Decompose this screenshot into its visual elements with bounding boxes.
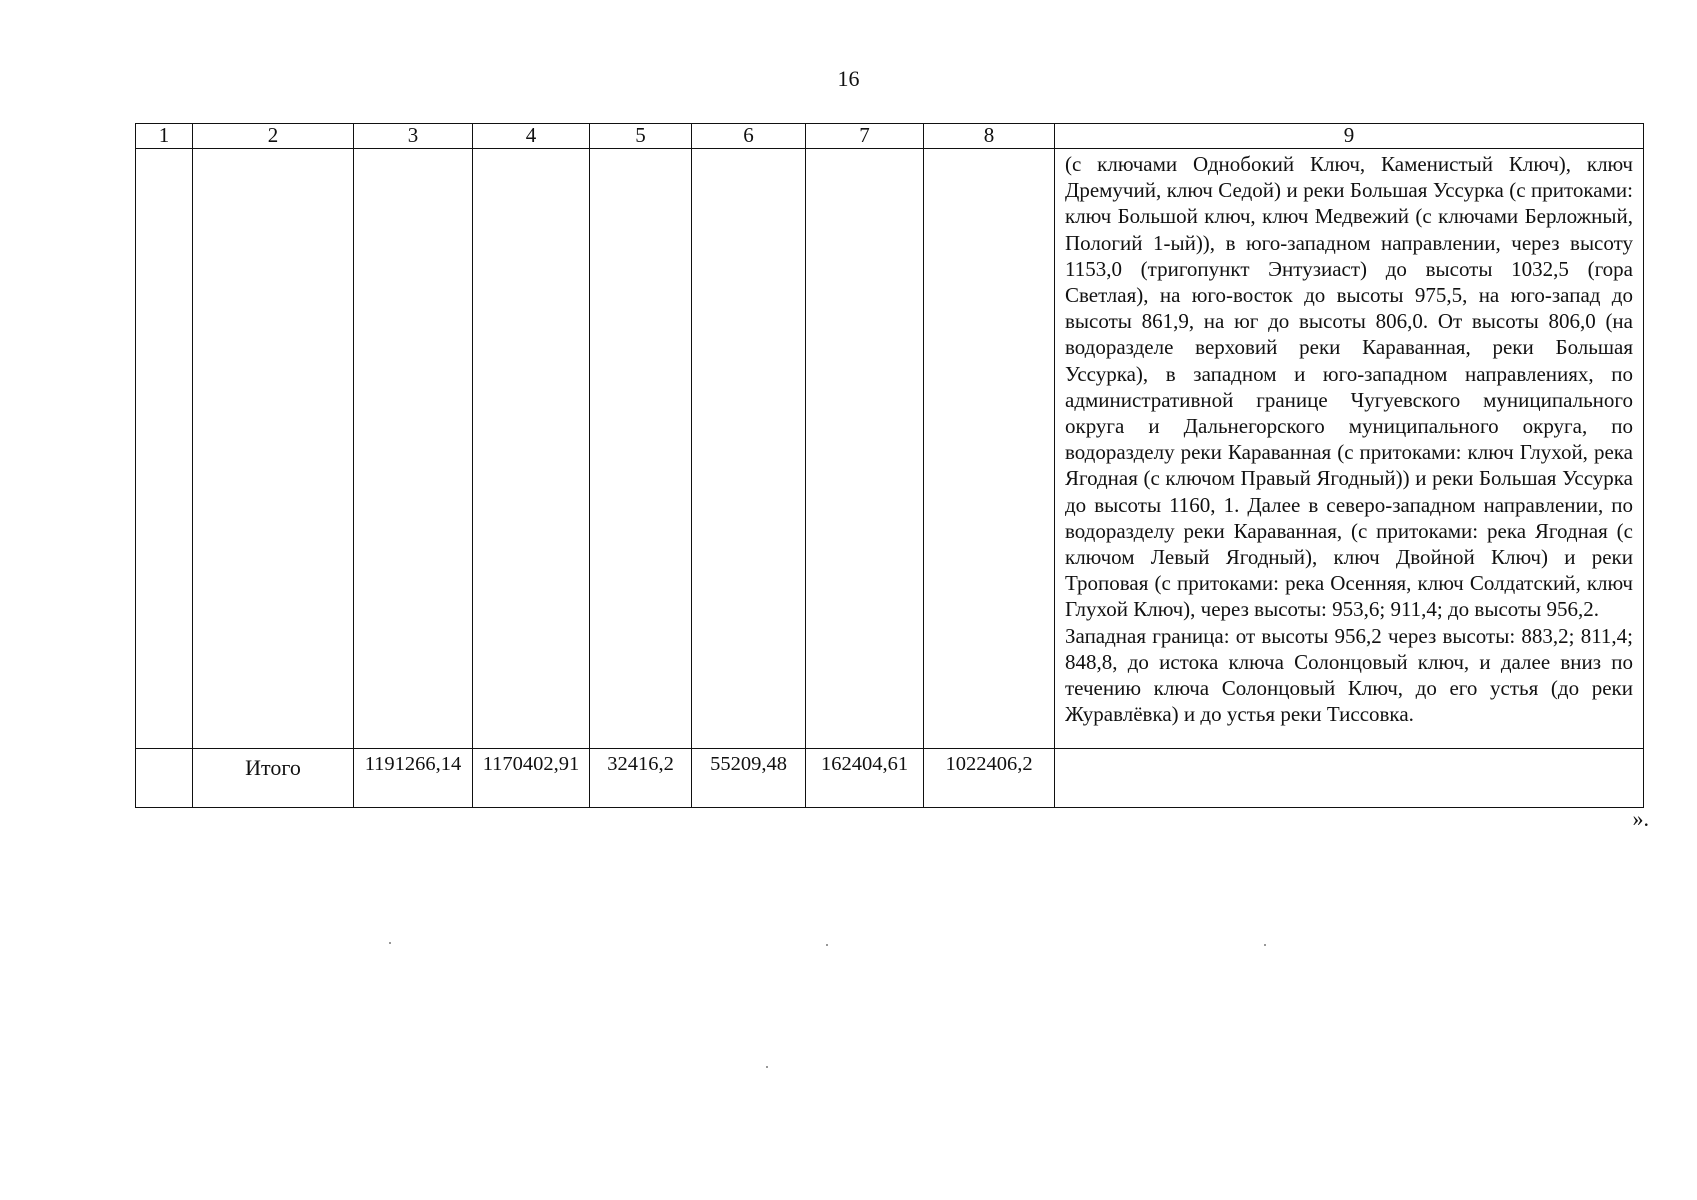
total-col5: 32416,2 xyxy=(590,749,692,808)
empty-cell xyxy=(806,149,924,749)
empty-cell xyxy=(193,149,354,749)
scan-speck xyxy=(389,942,391,944)
empty-cell xyxy=(1055,749,1644,808)
header-row xyxy=(136,124,1644,149)
page-number: 16 xyxy=(837,66,860,91)
boundary-table xyxy=(135,123,1644,808)
scan-speck xyxy=(826,944,828,946)
boundary-description-cell xyxy=(1055,149,1644,749)
total-col4: 1170402,91 xyxy=(473,749,590,808)
empty-cell xyxy=(692,149,806,749)
empty-cell xyxy=(136,749,193,808)
column-header-4: 4 xyxy=(473,124,590,149)
western-boundary-paragraph: Западная граница: от высоты 956,2 через высоты: 883,2; 811,4; 848,8, до истока ключа Солонцовый ключ, и далее вниз по течению ключа Солонцовый Ключ, до его устья (до реки Журавлёвка) и до устья реки Тиссовка. xyxy=(1065,623,1633,727)
empty-cell xyxy=(473,149,590,749)
scan-speck xyxy=(1264,944,1266,946)
column-header-2: 2 xyxy=(193,124,354,149)
empty-cell xyxy=(136,149,193,749)
total-col8: 1022406,2 xyxy=(924,749,1055,808)
column-header-9: 9 xyxy=(1055,124,1644,149)
total-col3: 1191266,14 xyxy=(354,749,473,808)
closing-quote: ». xyxy=(1632,806,1649,831)
total-label: Итого xyxy=(193,749,354,808)
column-header-6: 6 xyxy=(692,124,806,149)
column-header-7: 7 xyxy=(806,124,924,149)
total-col6: 55209,48 xyxy=(692,749,806,808)
scan-speck xyxy=(766,1066,768,1068)
column-header-1: 1 xyxy=(136,124,193,149)
boundary-description-paragraph: (с ключами Однобокий Ключ, Каменистый Ключ), ключ Дремучий, ключ Седой) и реки Большая Уссурка (с притоками: ключ Большой ключ, ключ Медвежий (с ключами Берложный, Пологий 1-ый)), в юго-западном направлении, через высоту 1153,0 (тригопункт Энтузиаст) до высоты 1032,5 (гора Светлая), на юго-восток до высоты 975,5, на юго-запад до высоты 861,9, на юг до высоты 806,0. От высоты 806,0 (на водоразделе верховий реки Караванная, реки Большая Уссурка), в западном и юго-западном направлениях, по административной границе Чугуевского муниципального округа и Дальнегорского муниципального округа, по водоразделу реки Караванная (с притоками: ключ Глухой, река Ягодная (с ключом Правый Ягодный)) и реки Большая Уссурка до высоты 1160, 1. Далее в северо-западном направлении, по водоразделу реки Караванная, (с притоками: река Ягодная (с ключом Левый Ягодный), ключ Двойной Ключ) и реки Троповая (с притоками: река Осенняя, ключ Солдатский, ключ Глухой Ключ), через высоты: 953,6; 911,4; до высоты 956,2. xyxy=(1065,152,1633,622)
total-row xyxy=(136,749,1644,808)
empty-cell xyxy=(590,149,692,749)
column-header-5: 5 xyxy=(590,124,692,149)
empty-cell xyxy=(924,149,1055,749)
total-col7: 162404,61 xyxy=(806,749,924,808)
empty-cell xyxy=(354,149,473,749)
column-header-8: 8 xyxy=(924,124,1055,149)
column-header-3: 3 xyxy=(354,124,473,149)
table-row xyxy=(136,149,1644,749)
